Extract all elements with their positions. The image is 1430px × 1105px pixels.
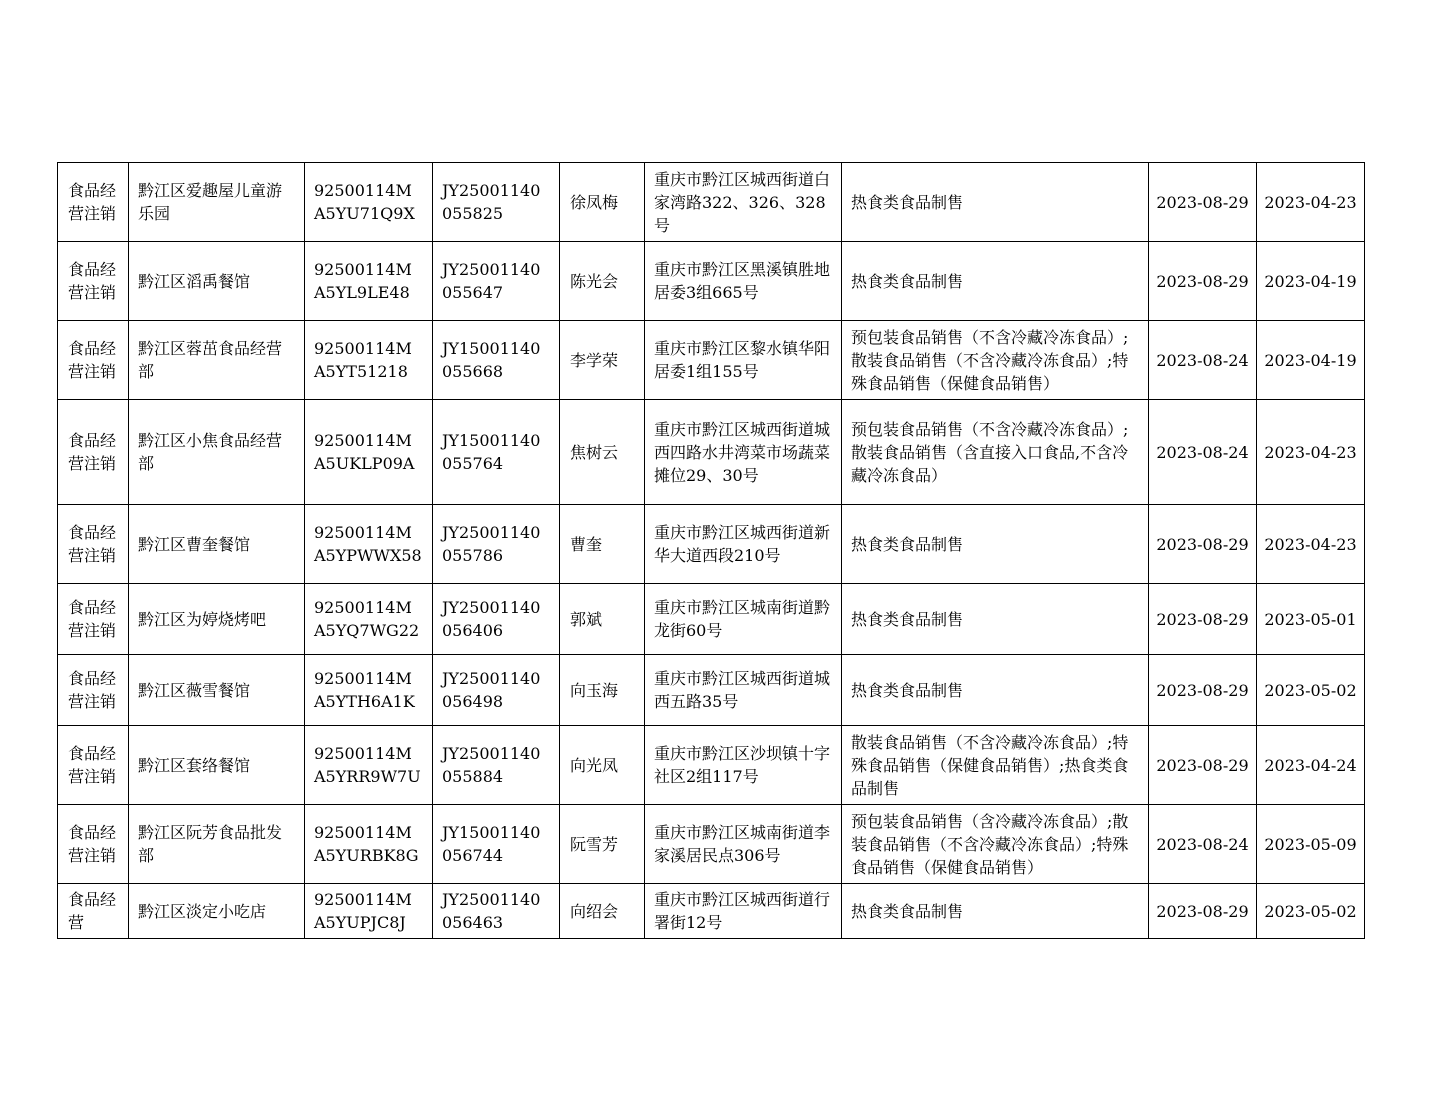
cell-credit-code: 92500114MA5YTH6A1K — [305, 655, 433, 726]
table-row — [58, 884, 1365, 939]
cell-license-no: JY15001140055668 — [433, 321, 560, 400]
cell-date-1: 2023-08-29 — [1149, 505, 1257, 584]
cell-date-2: 2023-05-02 — [1257, 655, 1365, 726]
cell-date-2: 2023-05-09 — [1257, 805, 1365, 884]
cell-type: 食品经营注销 — [58, 242, 129, 321]
cell-credit-code: 92500114MA5YURBK8G — [305, 805, 433, 884]
table-row — [58, 726, 1365, 805]
cell-credit-code: 92500114MA5YU71Q9X — [305, 163, 433, 242]
cell-license-no: JY15001140056744 — [433, 805, 560, 884]
table-row — [58, 505, 1365, 584]
cell-type: 食品经营注销 — [58, 805, 129, 884]
cell-person: 向光凤 — [560, 726, 645, 805]
cell-credit-code: 92500114MA5YPWWX58 — [305, 505, 433, 584]
cell-credit-code: 92500114MA5YT51218 — [305, 321, 433, 400]
cell-date-2: 2023-05-01 — [1257, 584, 1365, 655]
cell-credit-code: 92500114MA5UKLP09A — [305, 400, 433, 505]
cell-scope: 预包装食品销售（含冷藏冷冻食品）;散装食品销售（不含冷藏冷冻食品）;特殊食品销售（保健食品销售） — [842, 805, 1149, 884]
cell-license-no: JY25001140056463 — [433, 884, 560, 939]
cell-scope: 热食类食品制售 — [842, 884, 1149, 939]
cell-scope: 热食类食品制售 — [842, 655, 1149, 726]
cell-license-no: JY25001140055825 — [433, 163, 560, 242]
license-cancellation-table — [57, 162, 1365, 939]
cell-scope: 预包装食品销售（不含冷藏冷冻食品）;散装食品销售（含直接入口食品,不含冷藏冷冻食品） — [842, 400, 1149, 505]
cell-date-1: 2023-08-29 — [1149, 884, 1257, 939]
cell-address: 重庆市黔江区城西街道新华大道西段210号 — [645, 505, 842, 584]
table-body — [58, 163, 1365, 939]
cell-date-1: 2023-08-29 — [1149, 655, 1257, 726]
cell-address: 重庆市黔江区城西街道行署街12号 — [645, 884, 842, 939]
cell-name: 黔江区淡定小吃店 — [129, 884, 305, 939]
cell-name: 黔江区套络餐馆 — [129, 726, 305, 805]
cell-address: 重庆市黔江区沙坝镇十字社区2组117号 — [645, 726, 842, 805]
cell-person: 曹奎 — [560, 505, 645, 584]
cell-credit-code: 92500114MA5YRR9W7U — [305, 726, 433, 805]
cell-address: 重庆市黔江区城西街道城西四路水井湾菜市场蔬菜摊位29、30号 — [645, 400, 842, 505]
cell-type: 食品经营注销 — [58, 400, 129, 505]
cell-address: 重庆市黔江区城西街道城西五路35号 — [645, 655, 842, 726]
cell-license-no: JY25001140056406 — [433, 584, 560, 655]
cell-type: 食品经营注销 — [58, 505, 129, 584]
table-row — [58, 400, 1365, 505]
cell-scope: 预包装食品销售（不含冷藏冷冻食品）;散装食品销售（不含冷藏冷冻食品）;特殊食品销售（保健食品销售） — [842, 321, 1149, 400]
cell-license-no: JY25001140055786 — [433, 505, 560, 584]
cell-date-2: 2023-04-23 — [1257, 163, 1365, 242]
cell-credit-code: 92500114MA5YUPJC8J — [305, 884, 433, 939]
cell-type: 食品经营注销 — [58, 726, 129, 805]
cell-date-2: 2023-04-19 — [1257, 321, 1365, 400]
cell-scope: 热食类食品制售 — [842, 163, 1149, 242]
cell-date-1: 2023-08-24 — [1149, 805, 1257, 884]
cell-date-1: 2023-08-29 — [1149, 584, 1257, 655]
cell-person: 陈光会 — [560, 242, 645, 321]
cell-address: 重庆市黔江区黑溪镇胜地居委3组665号 — [645, 242, 842, 321]
cell-type: 食品经营注销 — [58, 655, 129, 726]
table-row — [58, 163, 1365, 242]
cell-name: 黔江区薇雪餐馆 — [129, 655, 305, 726]
cell-date-1: 2023-08-24 — [1149, 321, 1257, 400]
table-row — [58, 242, 1365, 321]
table-row — [58, 805, 1365, 884]
cell-name: 黔江区滔禹餐馆 — [129, 242, 305, 321]
table-row — [58, 655, 1365, 726]
cell-address: 重庆市黔江区黎水镇华阳居委1组155号 — [645, 321, 842, 400]
cell-person: 郭斌 — [560, 584, 645, 655]
cell-date-2: 2023-04-24 — [1257, 726, 1365, 805]
cell-date-2: 2023-04-23 — [1257, 505, 1365, 584]
cell-license-no: JY25001140055647 — [433, 242, 560, 321]
cell-name: 黔江区小焦食品经营部 — [129, 400, 305, 505]
cell-license-no: JY15001140055764 — [433, 400, 560, 505]
cell-scope: 散装食品销售（不含冷藏冷冻食品）;特殊食品销售（保健食品销售）;热食类食品制售 — [842, 726, 1149, 805]
cell-name: 黔江区爱趣屋儿童游乐园 — [129, 163, 305, 242]
cell-address: 重庆市黔江区城西街道白家湾路322、326、328号 — [645, 163, 842, 242]
cell-date-1: 2023-08-29 — [1149, 163, 1257, 242]
cell-name: 黔江区曹奎餐馆 — [129, 505, 305, 584]
table-row — [58, 584, 1365, 655]
cell-scope: 热食类食品制售 — [842, 505, 1149, 584]
cell-scope: 热食类食品制售 — [842, 242, 1149, 321]
cell-scope: 热食类食品制售 — [842, 584, 1149, 655]
cell-person: 向玉海 — [560, 655, 645, 726]
cell-address: 重庆市黔江区城南街道李家溪居民点306号 — [645, 805, 842, 884]
cell-type: 食品经营注销 — [58, 163, 129, 242]
cell-person: 向绍会 — [560, 884, 645, 939]
cell-date-1: 2023-08-29 — [1149, 726, 1257, 805]
cell-person: 李学荣 — [560, 321, 645, 400]
cell-date-1: 2023-08-24 — [1149, 400, 1257, 505]
cell-license-no: JY25001140056498 — [433, 655, 560, 726]
cell-type: 食品经营 — [58, 884, 129, 939]
cell-person: 阮雪芳 — [560, 805, 645, 884]
cell-date-2: 2023-04-23 — [1257, 400, 1365, 505]
cell-date-2: 2023-05-02 — [1257, 884, 1365, 939]
cell-name: 黔江区为婷烧烤吧 — [129, 584, 305, 655]
cell-date-1: 2023-08-29 — [1149, 242, 1257, 321]
cell-address: 重庆市黔江区城南街道黔龙街60号 — [645, 584, 842, 655]
cell-date-2: 2023-04-19 — [1257, 242, 1365, 321]
cell-type: 食品经营注销 — [58, 584, 129, 655]
cell-person: 焦树云 — [560, 400, 645, 505]
cell-license-no: JY25001140055884 — [433, 726, 560, 805]
cell-name: 黔江区蓉茁食品经营部 — [129, 321, 305, 400]
cell-person: 徐凤梅 — [560, 163, 645, 242]
cell-credit-code: 92500114MA5YQ7WG22 — [305, 584, 433, 655]
cell-name: 黔江区阮芳食品批发部 — [129, 805, 305, 884]
cell-type: 食品经营注销 — [58, 321, 129, 400]
cell-credit-code: 92500114MA5YL9LE48 — [305, 242, 433, 321]
table-row — [58, 321, 1365, 400]
